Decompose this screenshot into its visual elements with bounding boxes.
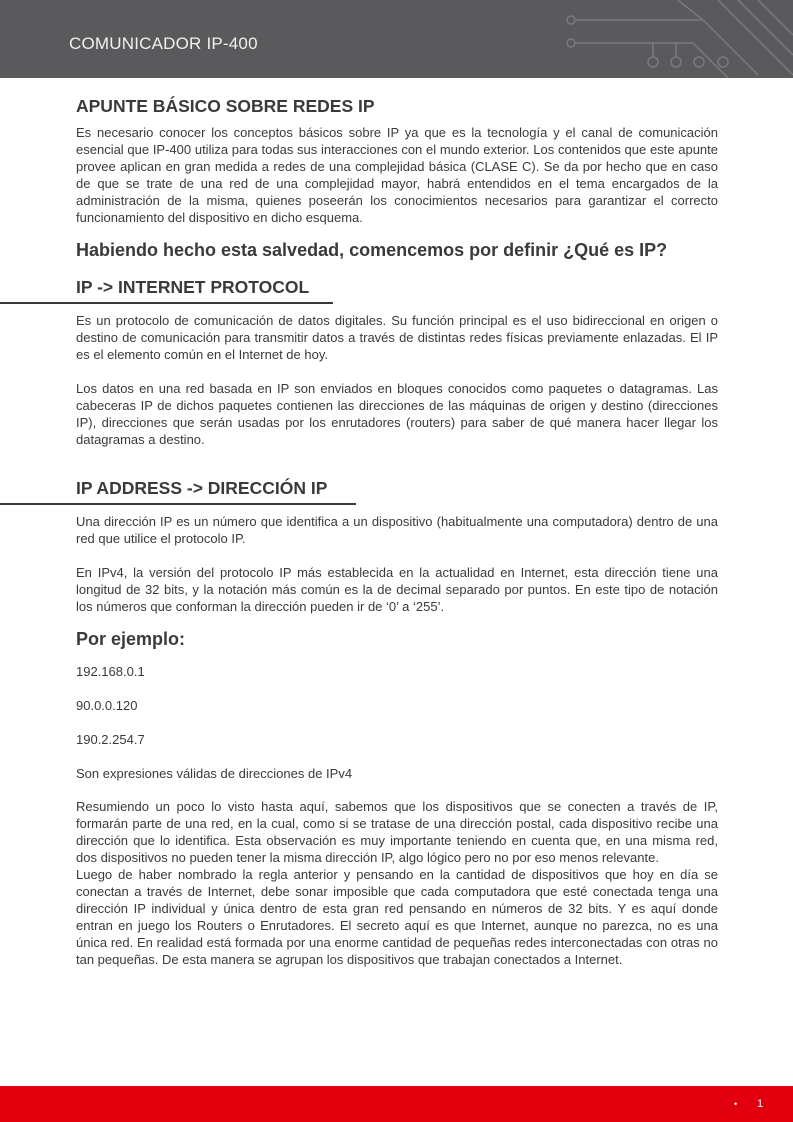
circuit-decoration-icon (553, 0, 793, 78)
section-ip-underline (0, 302, 333, 304)
ip-example: 192.168.0.1 (76, 664, 145, 679)
section-address-paragraph-3: Resumiendo un poco lo visto hasta aquí, sabemos que los dispositivos que se conecten a través de IP, formarán parte de una red, en la cual, como si se tratase de una dirección postal, cada dispositivo recibe una dirección que lo identifica. Esta observación es muy importante teniendo en cuenta que, en una misma red, dos dispositivos no pueden tener la misma dirección IP, algo lógico pero no por eso menos relevante. (76, 799, 718, 865)
intro-lead-question: Habiendo hecho esta salvedad, comencemos por definir ¿Qué es IP? (76, 240, 668, 260)
section-address-paragraph-4: Luego de haber nombrado la regla anterior y pensando en la cantidad de dispositivos que hoy en día se conectan a través de Internet, debe sonar imposible que cada computadora que esté conectada tenga una dirección IP individual y única dentro de esta gran red pensando en números de 32 bits. Y es aquí donde entran en juego los Routers o Enrutadores. El secreto aquí es que Internet, aunque no parezca, no es una única red. En realidad está formada por una enorme cantidad de pequeñas redes interconectadas con otras no tan pequeñas. De esta manera se agrupan los dispositivos que trabajan conectados a Internet. (76, 867, 718, 967)
example-heading: Por ejemplo: (76, 629, 186, 649)
intro-heading: APUNTE BÁSICO SOBRE REDES IP (76, 96, 375, 116)
section-address-heading: IP ADDRESS -> DIRECCIÓN IP (76, 478, 328, 498)
section-address-underline (0, 503, 356, 505)
section-ip-paragraph-2: Los datos en una red basada en IP son enviados en bloques conocidos como paquetes o datagramas. Las cabeceras IP de dichos paquetes contienen las direcciones de las máquinas de origen y destino (direcciones IP), direcciones que serán usadas por los enrutadores (routers) para saber de qué manera hacer llegar los datagramas a destino. (76, 381, 718, 447)
page-header (0, 0, 793, 78)
page-number: 1 (757, 1098, 764, 1110)
document-body (76, 96, 718, 968)
section-ip-paragraph-1: Es un protocolo de comunicación de datos digitales. Su función principal es el uso bidireccional en origen o destino de comunicación para transmitir datos a través de distintas redes físicas previamente enlazadas. El IP es el elemento común en el Internet de hoy. (76, 313, 718, 362)
ip-example: 90.0.0.120 (76, 698, 138, 713)
section-ip-header (76, 277, 718, 298)
section-address-paragraph-1: Una dirección IP es un número que identifica a un dispositivo (habitualmente una computadora) dentro de una red que utilice el protocolo IP. (76, 514, 718, 546)
section-address-header (76, 478, 718, 499)
page-bullet: • (734, 1099, 738, 1109)
page-footer (0, 1086, 793, 1122)
intro-paragraph: Es necesario conocer los conceptos básicos sobre IP ya que es la tecnología y el canal de comunicación esencial que IP-400 utiliza para todas sus interacciones con el mundo exterior. Los contenidos que este apunte provee aplican en gran medida a redes de una complejidad básica (CLASE C). Se da por hecho que en caso de que se trate de una red de una complejidad mayor, habrá entendidos en el tema encargados de la administración de la misma, quienes poseerán los conocimientos necesarios para garantizar el correcto funcionamiento del dispositivo en dicho esquema. (76, 125, 718, 225)
section-address-paragraph-2: En IPv4, la versión del protocolo IP más establecida en la actualidad en Internet, esta dirección tiene una longitud de 32 bits, y la notación más común es la de decimal separado por puntos. En este tipo de notación los números que conforman la dirección pueden ir de ‘0’ a ‘255’. (76, 565, 718, 614)
valid-examples-note: Son expresiones válidas de direcciones de IPv4 (76, 766, 353, 781)
section-ip-heading: IP -> INTERNET PROTOCOL (76, 277, 310, 297)
ip-example: 190.2.254.7 (76, 732, 145, 747)
document-title: COMUNICADOR IP-400 (69, 34, 258, 53)
